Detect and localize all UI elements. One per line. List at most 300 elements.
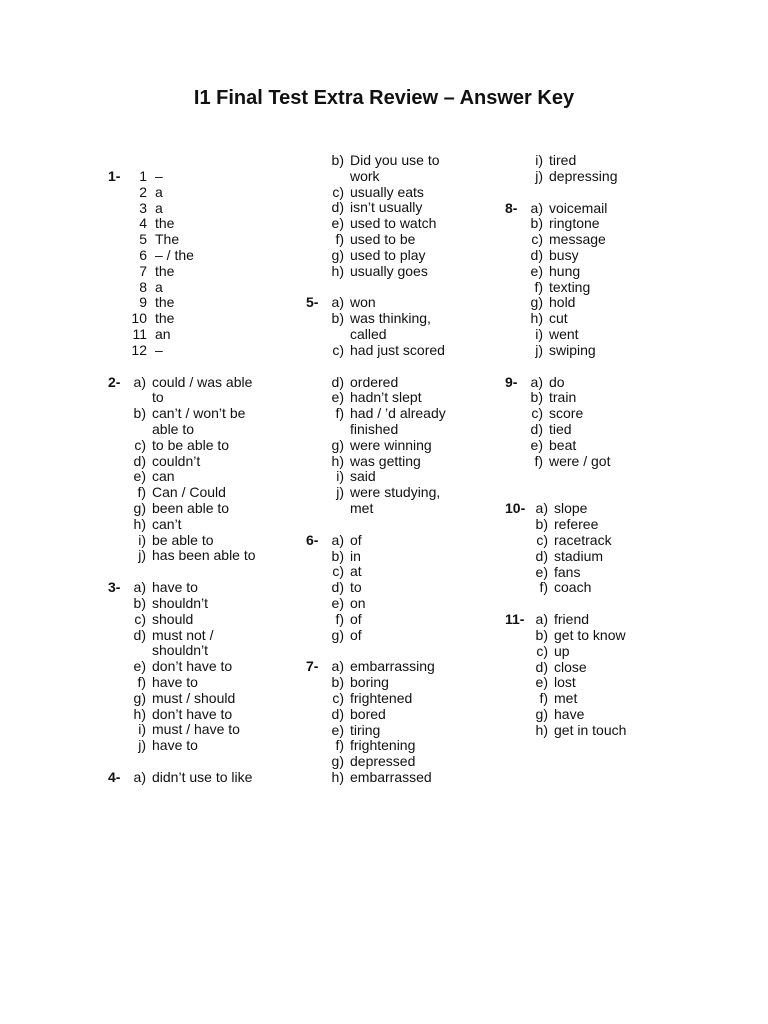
item-letter: d) bbox=[331, 199, 344, 216]
item-letter: a) bbox=[535, 611, 548, 628]
answer-text: had / ’d already finished bbox=[350, 405, 446, 437]
item-letter: c) bbox=[536, 531, 548, 548]
answer-text: don’t have to bbox=[152, 705, 233, 722]
q10-answer-row bbox=[505, 565, 705, 581]
answer-text: texting bbox=[549, 278, 591, 295]
answer-text: frightened bbox=[350, 689, 413, 706]
answer-text: an bbox=[155, 325, 171, 342]
q4-answer-row bbox=[306, 248, 496, 264]
item-letter: b) bbox=[133, 405, 146, 422]
spacer bbox=[108, 754, 298, 770]
q3-answer-row bbox=[108, 691, 298, 707]
item-number: 5 bbox=[139, 231, 147, 248]
q7-answer-row bbox=[306, 723, 496, 739]
item-letter: e) bbox=[133, 658, 146, 675]
answer-text: could / was able to bbox=[152, 373, 253, 406]
q5-answer-row bbox=[306, 454, 496, 470]
item-letter: e) bbox=[331, 389, 344, 406]
answer-text: – bbox=[155, 341, 163, 358]
q2-answer-row bbox=[108, 517, 298, 533]
item-letter: e) bbox=[530, 262, 543, 279]
q8-answer-row bbox=[505, 280, 705, 296]
item-number: 1 bbox=[139, 168, 147, 184]
answer-text: used to be bbox=[350, 230, 416, 247]
answer-text: were studying, met bbox=[350, 484, 441, 516]
q1-answer-row bbox=[108, 343, 298, 359]
answer-text: in bbox=[350, 547, 361, 564]
answer-text: depressing bbox=[549, 167, 618, 184]
answer-text: tired bbox=[549, 152, 577, 168]
item-letter: a) bbox=[331, 658, 344, 675]
item-letter: e) bbox=[133, 468, 146, 485]
answer-text: up bbox=[554, 642, 570, 659]
answer-text: has been able to bbox=[152, 547, 256, 564]
item-letter: c) bbox=[134, 436, 146, 453]
answer-text: boring bbox=[350, 674, 389, 691]
q11-answer-row bbox=[505, 660, 705, 676]
spacer bbox=[505, 596, 705, 612]
answer-text: used to play bbox=[350, 246, 426, 263]
q7-answer-row bbox=[306, 659, 496, 675]
q8-answer-row bbox=[505, 232, 705, 248]
answer-text: should bbox=[152, 610, 194, 627]
question-number: 2- bbox=[108, 373, 121, 390]
item-letter: f) bbox=[534, 278, 543, 295]
item-number: 4 bbox=[139, 215, 147, 232]
question-number: 3- bbox=[108, 579, 121, 596]
q8-answer-row bbox=[505, 295, 705, 311]
q3-answer-row bbox=[108, 722, 298, 738]
answer-text: on bbox=[350, 594, 366, 611]
answer-text: friend bbox=[554, 611, 590, 628]
item-letter: c) bbox=[332, 563, 344, 580]
item-letter: b) bbox=[331, 674, 344, 691]
answer-text: coach bbox=[554, 579, 592, 596]
question-number: 1- bbox=[108, 168, 121, 184]
spacer bbox=[108, 564, 298, 580]
item-letter: e) bbox=[535, 563, 548, 580]
answer-text: met bbox=[554, 690, 578, 707]
q11-answer-row bbox=[505, 675, 705, 691]
item-letter: e) bbox=[535, 674, 548, 691]
answer-text: can bbox=[152, 468, 175, 485]
answer-text: had just scored bbox=[350, 341, 445, 358]
spacer bbox=[505, 185, 705, 201]
q6-answer-row bbox=[306, 596, 496, 612]
item-letter: g) bbox=[331, 753, 344, 770]
answer-text: have to bbox=[152, 737, 198, 754]
answer-text: must / should bbox=[152, 689, 236, 706]
item-letter: h) bbox=[530, 310, 543, 327]
q5-answer-row bbox=[306, 485, 496, 517]
item-letter: a) bbox=[331, 294, 344, 311]
answer-text: the bbox=[155, 310, 175, 327]
spacer bbox=[306, 359, 496, 375]
item-letter: f) bbox=[137, 484, 146, 501]
answer-text: fans bbox=[554, 563, 581, 580]
spacer bbox=[306, 279, 496, 295]
answer-text: embarrassed bbox=[350, 768, 432, 785]
answer-text: train bbox=[549, 389, 577, 406]
answer-text: get to know bbox=[554, 626, 626, 643]
q10-answer-row bbox=[505, 517, 705, 533]
q1-answer-row bbox=[108, 248, 298, 264]
answer-text: the bbox=[155, 262, 175, 279]
q2-answer-row bbox=[108, 438, 298, 454]
q3-answer-row bbox=[108, 612, 298, 628]
q4-answer-row bbox=[306, 216, 496, 232]
q2-answer-row bbox=[108, 375, 298, 407]
item-letter: c) bbox=[332, 341, 344, 358]
answer-text: the bbox=[155, 215, 175, 232]
q11-answer-row bbox=[505, 628, 705, 644]
q2-answer-row bbox=[108, 501, 298, 517]
item-letter: c) bbox=[332, 689, 344, 706]
item-letter: b) bbox=[133, 594, 146, 611]
answer-text: cut bbox=[549, 310, 568, 327]
item-number: 8 bbox=[139, 278, 147, 295]
answer-text: The bbox=[155, 231, 180, 248]
q1-answer-row bbox=[108, 169, 298, 185]
item-letter: a) bbox=[535, 500, 548, 517]
q8-answer-row bbox=[505, 264, 705, 280]
answer-text: a bbox=[155, 278, 163, 295]
answer-text: were / got bbox=[549, 452, 611, 469]
item-letter: b) bbox=[331, 547, 344, 564]
q8-answer-row bbox=[505, 248, 705, 264]
q5-answer-row bbox=[306, 390, 496, 406]
answer-text: score bbox=[549, 405, 584, 422]
q1-answer-row bbox=[108, 201, 298, 217]
q5-answer-row bbox=[306, 406, 496, 438]
q11-answer-row bbox=[505, 707, 705, 723]
item-letter: c) bbox=[134, 610, 146, 627]
q2-answer-row bbox=[108, 485, 298, 501]
column-3 bbox=[505, 153, 705, 739]
spacer bbox=[505, 469, 705, 501]
spacer bbox=[306, 643, 496, 659]
answer-text: do bbox=[549, 373, 565, 390]
q3-answer-row bbox=[108, 738, 298, 754]
item-letter: f) bbox=[335, 610, 344, 627]
item-letter: a) bbox=[133, 768, 146, 785]
answer-text: said bbox=[350, 468, 376, 485]
item-letter: g) bbox=[133, 499, 146, 516]
item-letter: i) bbox=[336, 468, 344, 485]
q6-answer-row bbox=[306, 564, 496, 580]
answer-text: Did you use to work bbox=[350, 152, 440, 184]
answer-text: can’t / won’t be able to bbox=[152, 405, 246, 437]
q9-answer-row bbox=[505, 422, 705, 438]
answer-text: won bbox=[350, 294, 376, 311]
q11-answer-row bbox=[505, 691, 705, 707]
answer-text: usually goes bbox=[350, 262, 428, 279]
answer-text: close bbox=[554, 658, 587, 675]
question-number: 4- bbox=[108, 768, 121, 785]
answer-text: hadn’t slept bbox=[350, 389, 422, 406]
q1-answer-row bbox=[108, 185, 298, 201]
answer-text: have bbox=[554, 705, 585, 722]
answer-text: isn’t usually bbox=[350, 199, 423, 216]
q4-answer-row bbox=[306, 232, 496, 248]
q10-answer-row bbox=[505, 533, 705, 549]
answer-text: must / have to bbox=[152, 721, 240, 738]
item-letter: d) bbox=[331, 579, 344, 596]
q3-answer-row bbox=[108, 707, 298, 723]
item-letter: d) bbox=[530, 420, 543, 437]
item-letter: d) bbox=[133, 452, 146, 469]
answer-text: have to bbox=[152, 673, 198, 690]
item-letter: a) bbox=[530, 199, 543, 216]
spacer bbox=[306, 517, 496, 533]
question-number: 11- bbox=[505, 611, 525, 628]
answer-text: depressed bbox=[350, 753, 416, 770]
q4-answer-row bbox=[306, 153, 496, 185]
answer-text: ordered bbox=[350, 373, 399, 390]
q5-answer-row bbox=[306, 438, 496, 454]
column-2 bbox=[306, 153, 496, 786]
q7-answer-row bbox=[306, 707, 496, 723]
item-letter: g) bbox=[331, 626, 344, 643]
item-letter: e) bbox=[331, 594, 344, 611]
q8-answer-row bbox=[505, 216, 705, 232]
item-letter: c) bbox=[536, 642, 548, 659]
answer-text: – bbox=[155, 168, 163, 184]
q1-answer-row bbox=[108, 295, 298, 311]
q1-answer-row bbox=[108, 327, 298, 343]
q5-answer-row bbox=[306, 311, 496, 343]
item-letter: h) bbox=[133, 515, 146, 532]
answer-text: slope bbox=[554, 500, 588, 517]
q7-answer-row bbox=[306, 754, 496, 770]
answer-text: been able to bbox=[152, 499, 230, 516]
item-letter: d) bbox=[331, 705, 344, 722]
answer-text: – / the bbox=[155, 246, 194, 263]
item-letter: b) bbox=[530, 215, 543, 232]
answer-text: couldn’t bbox=[152, 452, 201, 469]
item-number: 9 bbox=[139, 294, 147, 311]
item-letter: f) bbox=[335, 737, 344, 754]
answer-text: referee bbox=[554, 516, 599, 533]
q1-answer-row bbox=[108, 232, 298, 248]
q9-answer-row bbox=[505, 406, 705, 422]
item-letter: f) bbox=[335, 230, 344, 247]
q5-answer-row bbox=[306, 343, 496, 359]
item-letter: g) bbox=[331, 246, 344, 263]
q7-answer-row bbox=[505, 169, 705, 185]
q1-answer-row bbox=[108, 264, 298, 280]
item-number: 6 bbox=[139, 246, 147, 263]
item-letter: a) bbox=[331, 531, 344, 548]
item-letter: j) bbox=[535, 167, 543, 184]
item-letter: f) bbox=[534, 452, 543, 469]
item-letter: e) bbox=[331, 215, 344, 232]
answer-text: shouldn’t bbox=[152, 594, 209, 611]
q7-answer-row bbox=[306, 738, 496, 754]
q8-answer-row bbox=[505, 343, 705, 359]
q3-answer-row bbox=[108, 628, 298, 660]
q2-answer-row bbox=[108, 469, 298, 485]
item-letter: e) bbox=[331, 721, 344, 738]
item-letter: b) bbox=[535, 626, 548, 643]
question-number: 8- bbox=[505, 199, 518, 216]
item-letter: c) bbox=[531, 231, 543, 248]
q9-answer-row bbox=[505, 390, 705, 406]
answer-text: tied bbox=[549, 420, 572, 437]
q2-answer-row bbox=[108, 548, 298, 564]
q9-answer-row bbox=[505, 375, 705, 391]
item-letter: c) bbox=[531, 405, 543, 422]
q7-answer-row bbox=[306, 691, 496, 707]
answer-text: the bbox=[155, 294, 175, 311]
answer-text: used to watch bbox=[350, 215, 437, 232]
item-letter: j) bbox=[535, 341, 543, 358]
q5-answer-row bbox=[306, 375, 496, 391]
answer-text: swiping bbox=[549, 341, 596, 358]
q3-answer-row bbox=[108, 580, 298, 596]
q4-answer-row bbox=[306, 185, 496, 201]
q1-answer-row bbox=[108, 216, 298, 232]
item-letter: a) bbox=[530, 373, 543, 390]
item-letter: c) bbox=[332, 183, 344, 200]
item-letter: g) bbox=[535, 705, 548, 722]
item-letter: i) bbox=[535, 325, 543, 342]
answer-text: must not / shouldn’t bbox=[152, 626, 214, 659]
item-letter: f) bbox=[335, 405, 344, 422]
question-number: 10- bbox=[505, 500, 526, 517]
answer-text: was getting bbox=[350, 452, 421, 469]
page-title: I1 Final Test Extra Review – Answer Key bbox=[193, 87, 575, 109]
item-letter: h) bbox=[331, 768, 344, 785]
answer-text: of bbox=[350, 610, 362, 627]
q5-answer-row bbox=[306, 295, 496, 311]
q7-answer-row bbox=[505, 153, 705, 169]
answer-text: tiring bbox=[350, 721, 381, 738]
answer-text: hung bbox=[549, 262, 581, 279]
column-1 bbox=[108, 169, 298, 786]
answer-text: be able to bbox=[152, 531, 214, 548]
answer-text: beat bbox=[549, 436, 577, 453]
q6-answer-row bbox=[306, 549, 496, 565]
question-number: 7- bbox=[306, 658, 319, 675]
q10-answer-row bbox=[505, 549, 705, 565]
q5-answer-row bbox=[306, 469, 496, 485]
item-letter: g) bbox=[331, 436, 344, 453]
answer-text: have to bbox=[152, 579, 198, 596]
item-letter: b) bbox=[331, 310, 344, 327]
q2-answer-row bbox=[108, 454, 298, 470]
item-number: 7 bbox=[139, 262, 147, 279]
item-letter: b) bbox=[530, 389, 543, 406]
answer-text: don’t have to bbox=[152, 658, 233, 675]
q2-answer-row bbox=[108, 406, 298, 438]
item-letter: e) bbox=[530, 436, 543, 453]
item-letter: h) bbox=[331, 452, 344, 469]
q10-answer-row bbox=[505, 501, 705, 517]
q4-answer-row bbox=[306, 200, 496, 216]
item-letter: d) bbox=[530, 246, 543, 263]
answer-text: of bbox=[350, 626, 362, 643]
question-number: 9- bbox=[505, 373, 518, 390]
item-letter: a) bbox=[133, 373, 146, 390]
item-letter: a) bbox=[133, 579, 146, 596]
q3-answer-row bbox=[108, 659, 298, 675]
item-letter: f) bbox=[539, 579, 548, 596]
q9-answer-row bbox=[505, 438, 705, 454]
item-letter: b) bbox=[331, 152, 344, 168]
q9-answer-row bbox=[505, 454, 705, 470]
answer-text: of bbox=[350, 531, 362, 548]
answer-text: a bbox=[155, 199, 163, 216]
item-letter: d) bbox=[331, 373, 344, 390]
answer-text: was thinking, called bbox=[350, 310, 431, 342]
item-letter: d) bbox=[133, 626, 146, 643]
answer-text: didn’t use to like bbox=[152, 768, 253, 785]
item-number: 12 bbox=[131, 341, 147, 358]
answer-text: to be able to bbox=[152, 436, 230, 453]
q2-answer-row bbox=[108, 533, 298, 549]
q6-answer-row bbox=[306, 612, 496, 628]
answer-text: can’t bbox=[152, 515, 182, 532]
q4-answer-row bbox=[306, 264, 496, 280]
item-number: 3 bbox=[139, 199, 147, 216]
q1-answer-row bbox=[108, 311, 298, 327]
q7-answer-row bbox=[306, 770, 496, 786]
item-number: 2 bbox=[139, 183, 147, 200]
item-letter: h) bbox=[133, 705, 146, 722]
q6-answer-row bbox=[306, 580, 496, 596]
item-letter: j) bbox=[138, 737, 146, 754]
q3-answer-row bbox=[108, 596, 298, 612]
q3-answer-row bbox=[108, 675, 298, 691]
q7-answer-row bbox=[306, 675, 496, 691]
item-letter: g) bbox=[530, 294, 543, 311]
answer-text: went bbox=[549, 325, 579, 342]
answer-text: usually eats bbox=[350, 183, 424, 200]
question-number: 6- bbox=[306, 531, 319, 548]
item-letter: d) bbox=[535, 658, 548, 675]
item-letter: g) bbox=[133, 689, 146, 706]
item-letter: i) bbox=[138, 531, 146, 548]
answer-text: a bbox=[155, 183, 163, 200]
answer-text: voicemail bbox=[549, 199, 608, 216]
answer-text: frightening bbox=[350, 737, 416, 754]
answer-text: get in touch bbox=[554, 721, 627, 738]
q8-answer-row bbox=[505, 311, 705, 327]
q8-answer-row bbox=[505, 327, 705, 343]
answer-text: lost bbox=[554, 674, 576, 691]
item-letter: i) bbox=[535, 152, 543, 168]
item-letter: j) bbox=[336, 484, 344, 501]
item-letter: j) bbox=[138, 547, 146, 564]
answer-text: embarrassing bbox=[350, 658, 435, 675]
spacer bbox=[108, 359, 298, 375]
answer-text: Can / Could bbox=[152, 484, 226, 501]
q4-answer-row bbox=[108, 770, 298, 786]
answer-text: were winning bbox=[350, 436, 432, 453]
item-number: 10 bbox=[131, 310, 147, 327]
q11-answer-row bbox=[505, 723, 705, 739]
item-letter: f) bbox=[539, 690, 548, 707]
q8-answer-row bbox=[505, 201, 705, 217]
item-letter: d) bbox=[535, 547, 548, 564]
answer-text: busy bbox=[549, 246, 579, 263]
q11-answer-row bbox=[505, 644, 705, 660]
answer-text: to bbox=[350, 579, 362, 596]
answer-text: ringtone bbox=[549, 215, 600, 232]
q1-answer-row bbox=[108, 280, 298, 296]
spacer bbox=[505, 359, 705, 375]
